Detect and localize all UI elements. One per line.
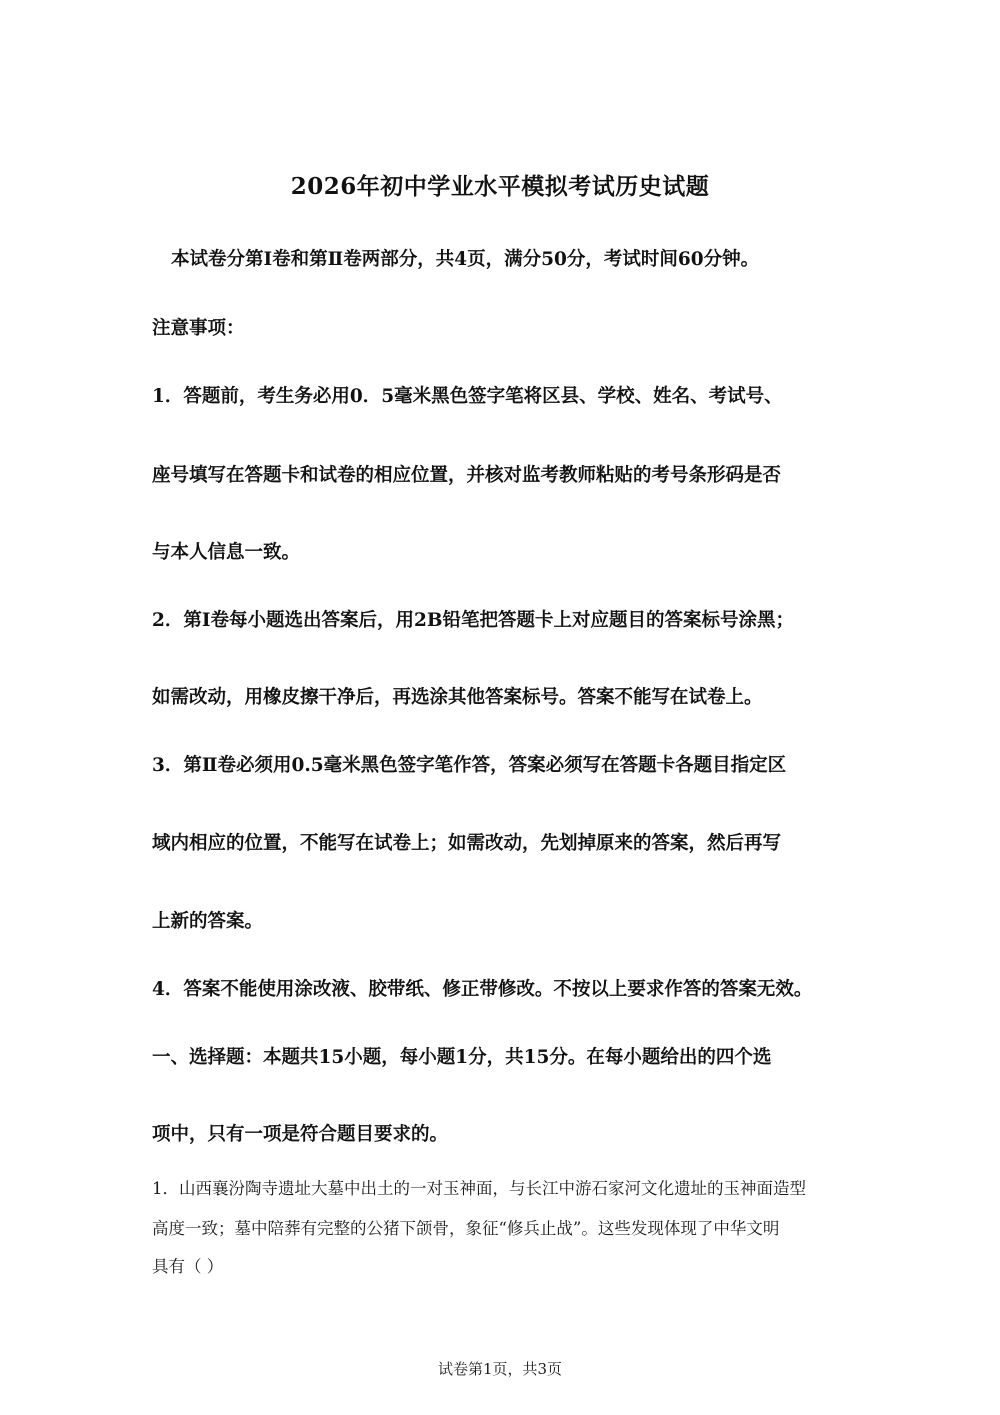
notice-line: 3．第Ⅱ卷必须用0.5毫米黑色签字笔作答，答案必须写在答题卡各题目指定区 [152, 755, 787, 776]
exam-intro: 本试卷分第Ⅰ卷和第Ⅱ卷两部分，共4页，满分50分，考试时间60分钟。 [171, 249, 760, 270]
question-1-line: 1．山西襄汾陶寺遗址大墓中出土的一对玉神面，与长江中游石家河文化遗址的玉神面造型 [152, 1179, 806, 1198]
notice-line: 1．答题前，考生务必用0．5毫米黑色签字笔将区县、学校、姓名、考试号、 [152, 386, 783, 407]
section-heading-line: 项中，只有一项是符合题目要求的。 [152, 1124, 449, 1145]
exam-title: 2026年初中学业水平模拟考试历史试题 [290, 173, 710, 200]
notice-heading: 注意事项： [152, 318, 245, 339]
page-footer: 试卷第1页，共3页 [437, 1360, 563, 1378]
notice-line: 与本人信息一致。 [152, 542, 301, 563]
notice-line: 4．答案不能使用涂改液、胶带纸、修正带修改。不按以上要求作答的答案无效。 [152, 979, 813, 1000]
question-1-line: 具有（ ） [152, 1257, 224, 1276]
question-1-line: 高度一致；墓中陪葬有完整的公猪下颌骨，象征“修兵止战”。这些发现体现了中华文明 [152, 1219, 780, 1238]
notice-line: 域内相应的位置，不能写在试卷上；如需改动，先划掉原来的答案，然后再写 [152, 833, 782, 854]
notice-line: 如需改动，用橡皮擦干净后，再选涂其他答案标号。答案不能写在试卷上。 [152, 687, 763, 708]
section-heading-line: 一、选择题：本题共15小题，每小题1分，共15分。在每小题给出的四个选 [152, 1047, 772, 1068]
notice-line: 座号填写在答题卡和试卷的相应位置，并核对监考教师粘贴的考号条形码是否 [152, 465, 782, 486]
notice-line: 2．第Ⅰ卷每小题选出答案后，用2B铅笔把答题卡上对应题目的答案标号涂黑； [152, 610, 795, 631]
notice-line: 上新的答案。 [152, 911, 264, 932]
